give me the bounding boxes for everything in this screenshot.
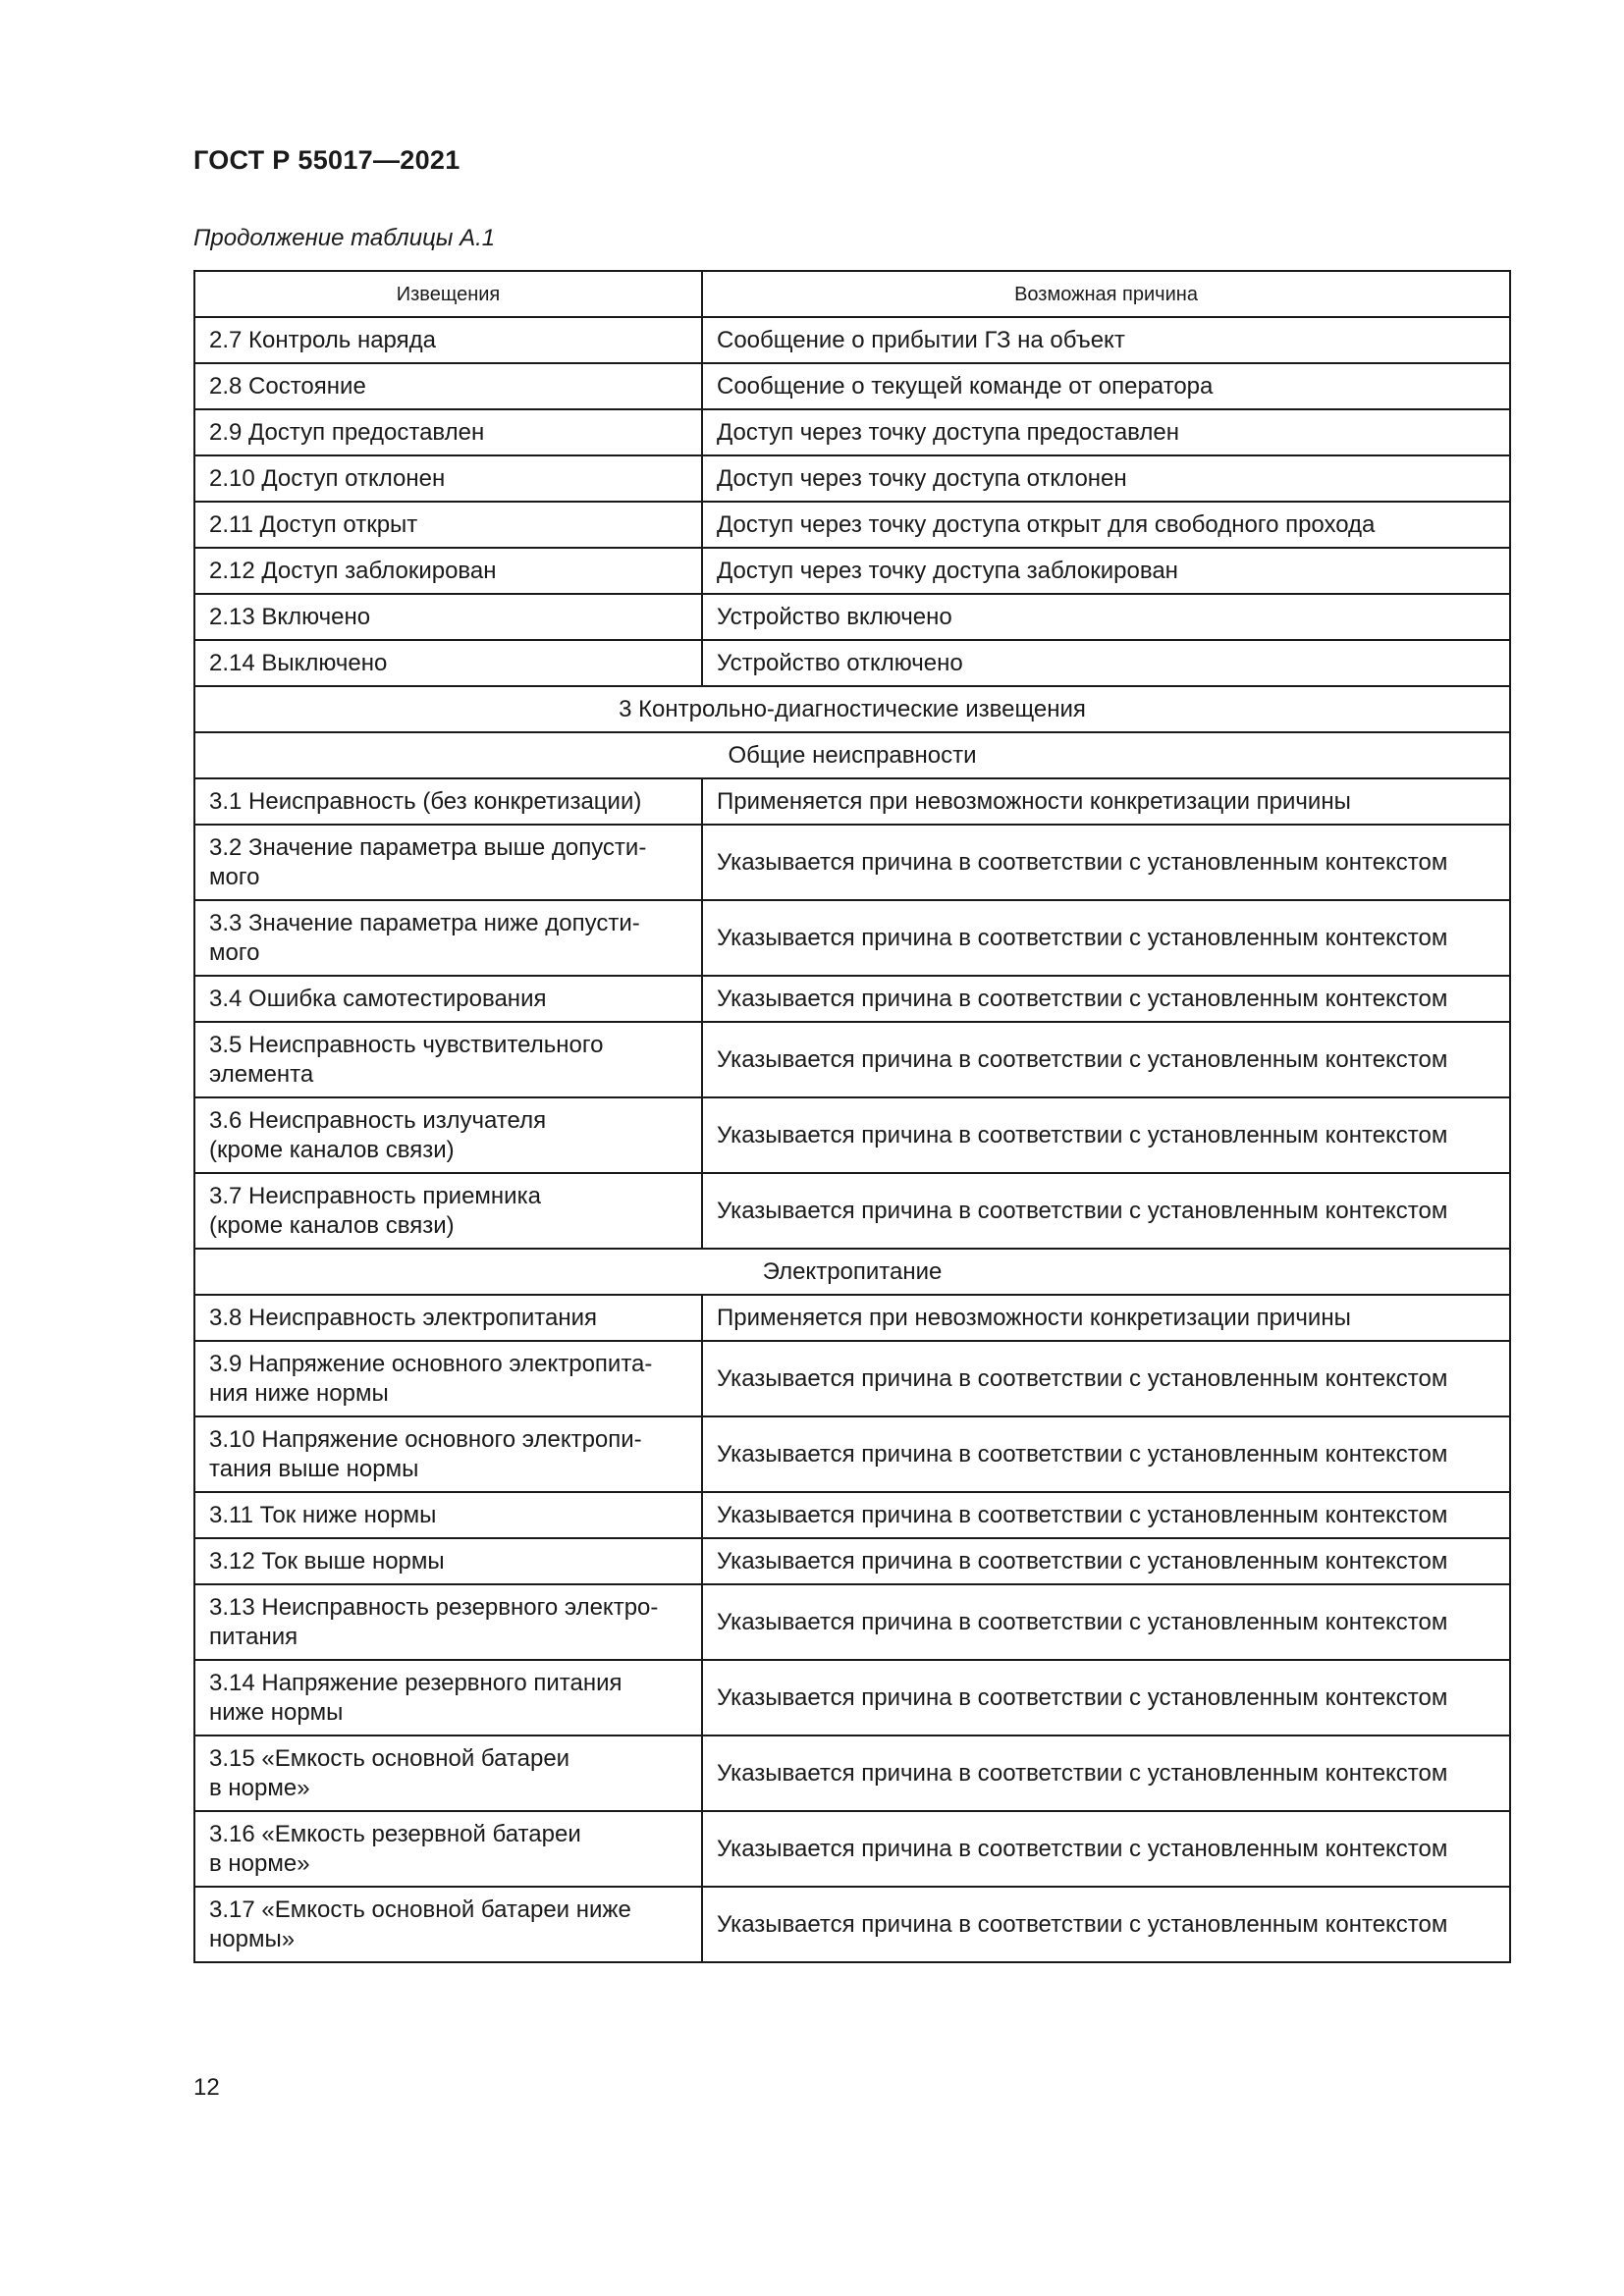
- table-row: [194, 1022, 1510, 1097]
- table-row: [194, 502, 1510, 548]
- table-header-row: [194, 271, 1510, 317]
- cause-cell: Доступ через точку доступа отклонен: [702, 455, 1510, 502]
- table-section-row: [194, 732, 1510, 778]
- table-row: [194, 1416, 1510, 1492]
- notice-cell: 3.12 Ток выше нормы: [194, 1538, 702, 1584]
- notice-cell: 3.17 «Емкость основной батареи ниже нормы»: [194, 1887, 702, 1962]
- column-header-notices: Извещения: [194, 271, 702, 317]
- notice-cell: 3.8 Неисправность электропитания: [194, 1295, 702, 1341]
- cause-cell: Указывается причина в соответствии с установленным контекстом: [702, 900, 1510, 976]
- section-title: Общие неисправности: [194, 732, 1510, 778]
- notice-cell: 2.11 Доступ открыт: [194, 502, 702, 548]
- cause-cell: Указывается причина в соответствии с установленным контекстом: [702, 1492, 1510, 1538]
- notice-cell: 3.1 Неисправность (без конкретизации): [194, 778, 702, 825]
- cause-cell: Устройство отключено: [702, 640, 1510, 686]
- notice-cell: 3.5 Неисправность чувствительного элемента: [194, 1022, 702, 1097]
- notice-cell: 3.15 «Емкость основной батареи в норме»: [194, 1735, 702, 1811]
- cause-cell: Указывается причина в соответствии с установленным контекстом: [702, 825, 1510, 900]
- table-row: [194, 1173, 1510, 1249]
- notice-cell: 2.9 Доступ предоставлен: [194, 409, 702, 455]
- table-row: [194, 363, 1510, 409]
- cause-cell: Указывается причина в соответствии с установленным контекстом: [702, 1660, 1510, 1735]
- table-row: [194, 1584, 1510, 1660]
- table-row: [194, 1341, 1510, 1416]
- notice-cell: 3.7 Неисправность приемника (кроме каналов связи): [194, 1173, 702, 1249]
- notice-cell: 2.13 Включено: [194, 594, 702, 640]
- cause-cell: Применяется при невозможности конкретизации причины: [702, 1295, 1510, 1341]
- cause-cell: Указывается причина в соответствии с установленным контекстом: [702, 1584, 1510, 1660]
- table-row: [194, 1492, 1510, 1538]
- cause-cell: Указывается причина в соответствии с установленным контекстом: [702, 1097, 1510, 1173]
- table-row: [194, 1735, 1510, 1811]
- table-caption: Продолжение таблицы А.1: [193, 225, 496, 251]
- notice-cell: 3.14 Напряжение резервного питания ниже нормы: [194, 1660, 702, 1735]
- cause-cell: Указывается причина в соответствии с установленным контекстом: [702, 1735, 1510, 1811]
- notice-cell: 3.4 Ошибка самотестирования: [194, 976, 702, 1022]
- cause-cell: Устройство включено: [702, 594, 1510, 640]
- table-row: [194, 976, 1510, 1022]
- notice-cell: 2.8 Состояние: [194, 363, 702, 409]
- notice-cell: 2.12 Доступ заблокирован: [194, 548, 702, 594]
- table-row: [194, 1295, 1510, 1341]
- notice-cell: 3.6 Неисправность излучателя (кроме каналов связи): [194, 1097, 702, 1173]
- table-row: [194, 409, 1510, 455]
- cause-cell: Указывается причина в соответствии с установленным контекстом: [702, 1538, 1510, 1584]
- table-row: [194, 1097, 1510, 1173]
- table-row: [194, 455, 1510, 502]
- table-row: [194, 1811, 1510, 1887]
- table-row: [194, 594, 1510, 640]
- cause-cell: Указывается причина в соответствии с установленным контекстом: [702, 976, 1510, 1022]
- notice-cell: 3.9 Напряжение основного электропита- ния ниже нормы: [194, 1341, 702, 1416]
- notice-cell: 3.13 Неисправность резервного электро- питания: [194, 1584, 702, 1660]
- cause-cell: Доступ через точку доступа открыт для свободного прохода: [702, 502, 1510, 548]
- page-number: 12: [193, 2074, 220, 2101]
- table-row: [194, 900, 1510, 976]
- notice-cell: 2.14 Выключено: [194, 640, 702, 686]
- table-row: [194, 1660, 1510, 1735]
- cause-cell: Указывается причина в соответствии с установленным контекстом: [702, 1887, 1510, 1962]
- cause-cell: Сообщение о текущей команде от оператора: [702, 363, 1510, 409]
- notice-cell: 3.2 Значение параметра выше допусти- мого: [194, 825, 702, 900]
- table-row: [194, 1887, 1510, 1962]
- cause-cell: Доступ через точку доступа заблокирован: [702, 548, 1510, 594]
- notices-table: [193, 270, 1511, 1963]
- cause-cell: Указывается причина в соответствии с установленным контекстом: [702, 1022, 1510, 1097]
- notice-cell: 3.3 Значение параметра ниже допусти- мого: [194, 900, 702, 976]
- document-standard-title: ГОСТ Р 55017—2021: [193, 145, 460, 175]
- section-title: 3 Контрольно-диагностические извещения: [194, 686, 1510, 732]
- cause-cell: Указывается причина в соответствии с установленным контекстом: [702, 1173, 1510, 1249]
- table-row: [194, 1538, 1510, 1584]
- cause-cell: Доступ через точку доступа предоставлен: [702, 409, 1510, 455]
- notice-cell: 3.10 Напряжение основного электропи- тания выше нормы: [194, 1416, 702, 1492]
- cause-cell: Указывается причина в соответствии с установленным контекстом: [702, 1341, 1510, 1416]
- table-row: [194, 640, 1510, 686]
- cause-cell: Указывается причина в соответствии с установленным контекстом: [702, 1416, 1510, 1492]
- table-row: [194, 548, 1510, 594]
- table-section-row: [194, 686, 1510, 732]
- notice-cell: 3.16 «Емкость резервной батареи в норме»: [194, 1811, 702, 1887]
- notice-cell: 2.7 Контроль наряда: [194, 317, 702, 363]
- section-title: Электропитание: [194, 1249, 1510, 1295]
- cause-cell: Сообщение о прибытии ГЗ на объект: [702, 317, 1510, 363]
- notice-cell: 3.11 Ток ниже нормы: [194, 1492, 702, 1538]
- table-row: [194, 778, 1510, 825]
- column-header-cause: Возможная причина: [702, 271, 1510, 317]
- table-row: [194, 825, 1510, 900]
- table-section-row: [194, 1249, 1510, 1295]
- table-body: [194, 271, 1510, 1962]
- notice-cell: 2.10 Доступ отклонен: [194, 455, 702, 502]
- cause-cell: Указывается причина в соответствии с установленным контекстом: [702, 1811, 1510, 1887]
- table-row: [194, 317, 1510, 363]
- cause-cell: Применяется при невозможности конкретизации причины: [702, 778, 1510, 825]
